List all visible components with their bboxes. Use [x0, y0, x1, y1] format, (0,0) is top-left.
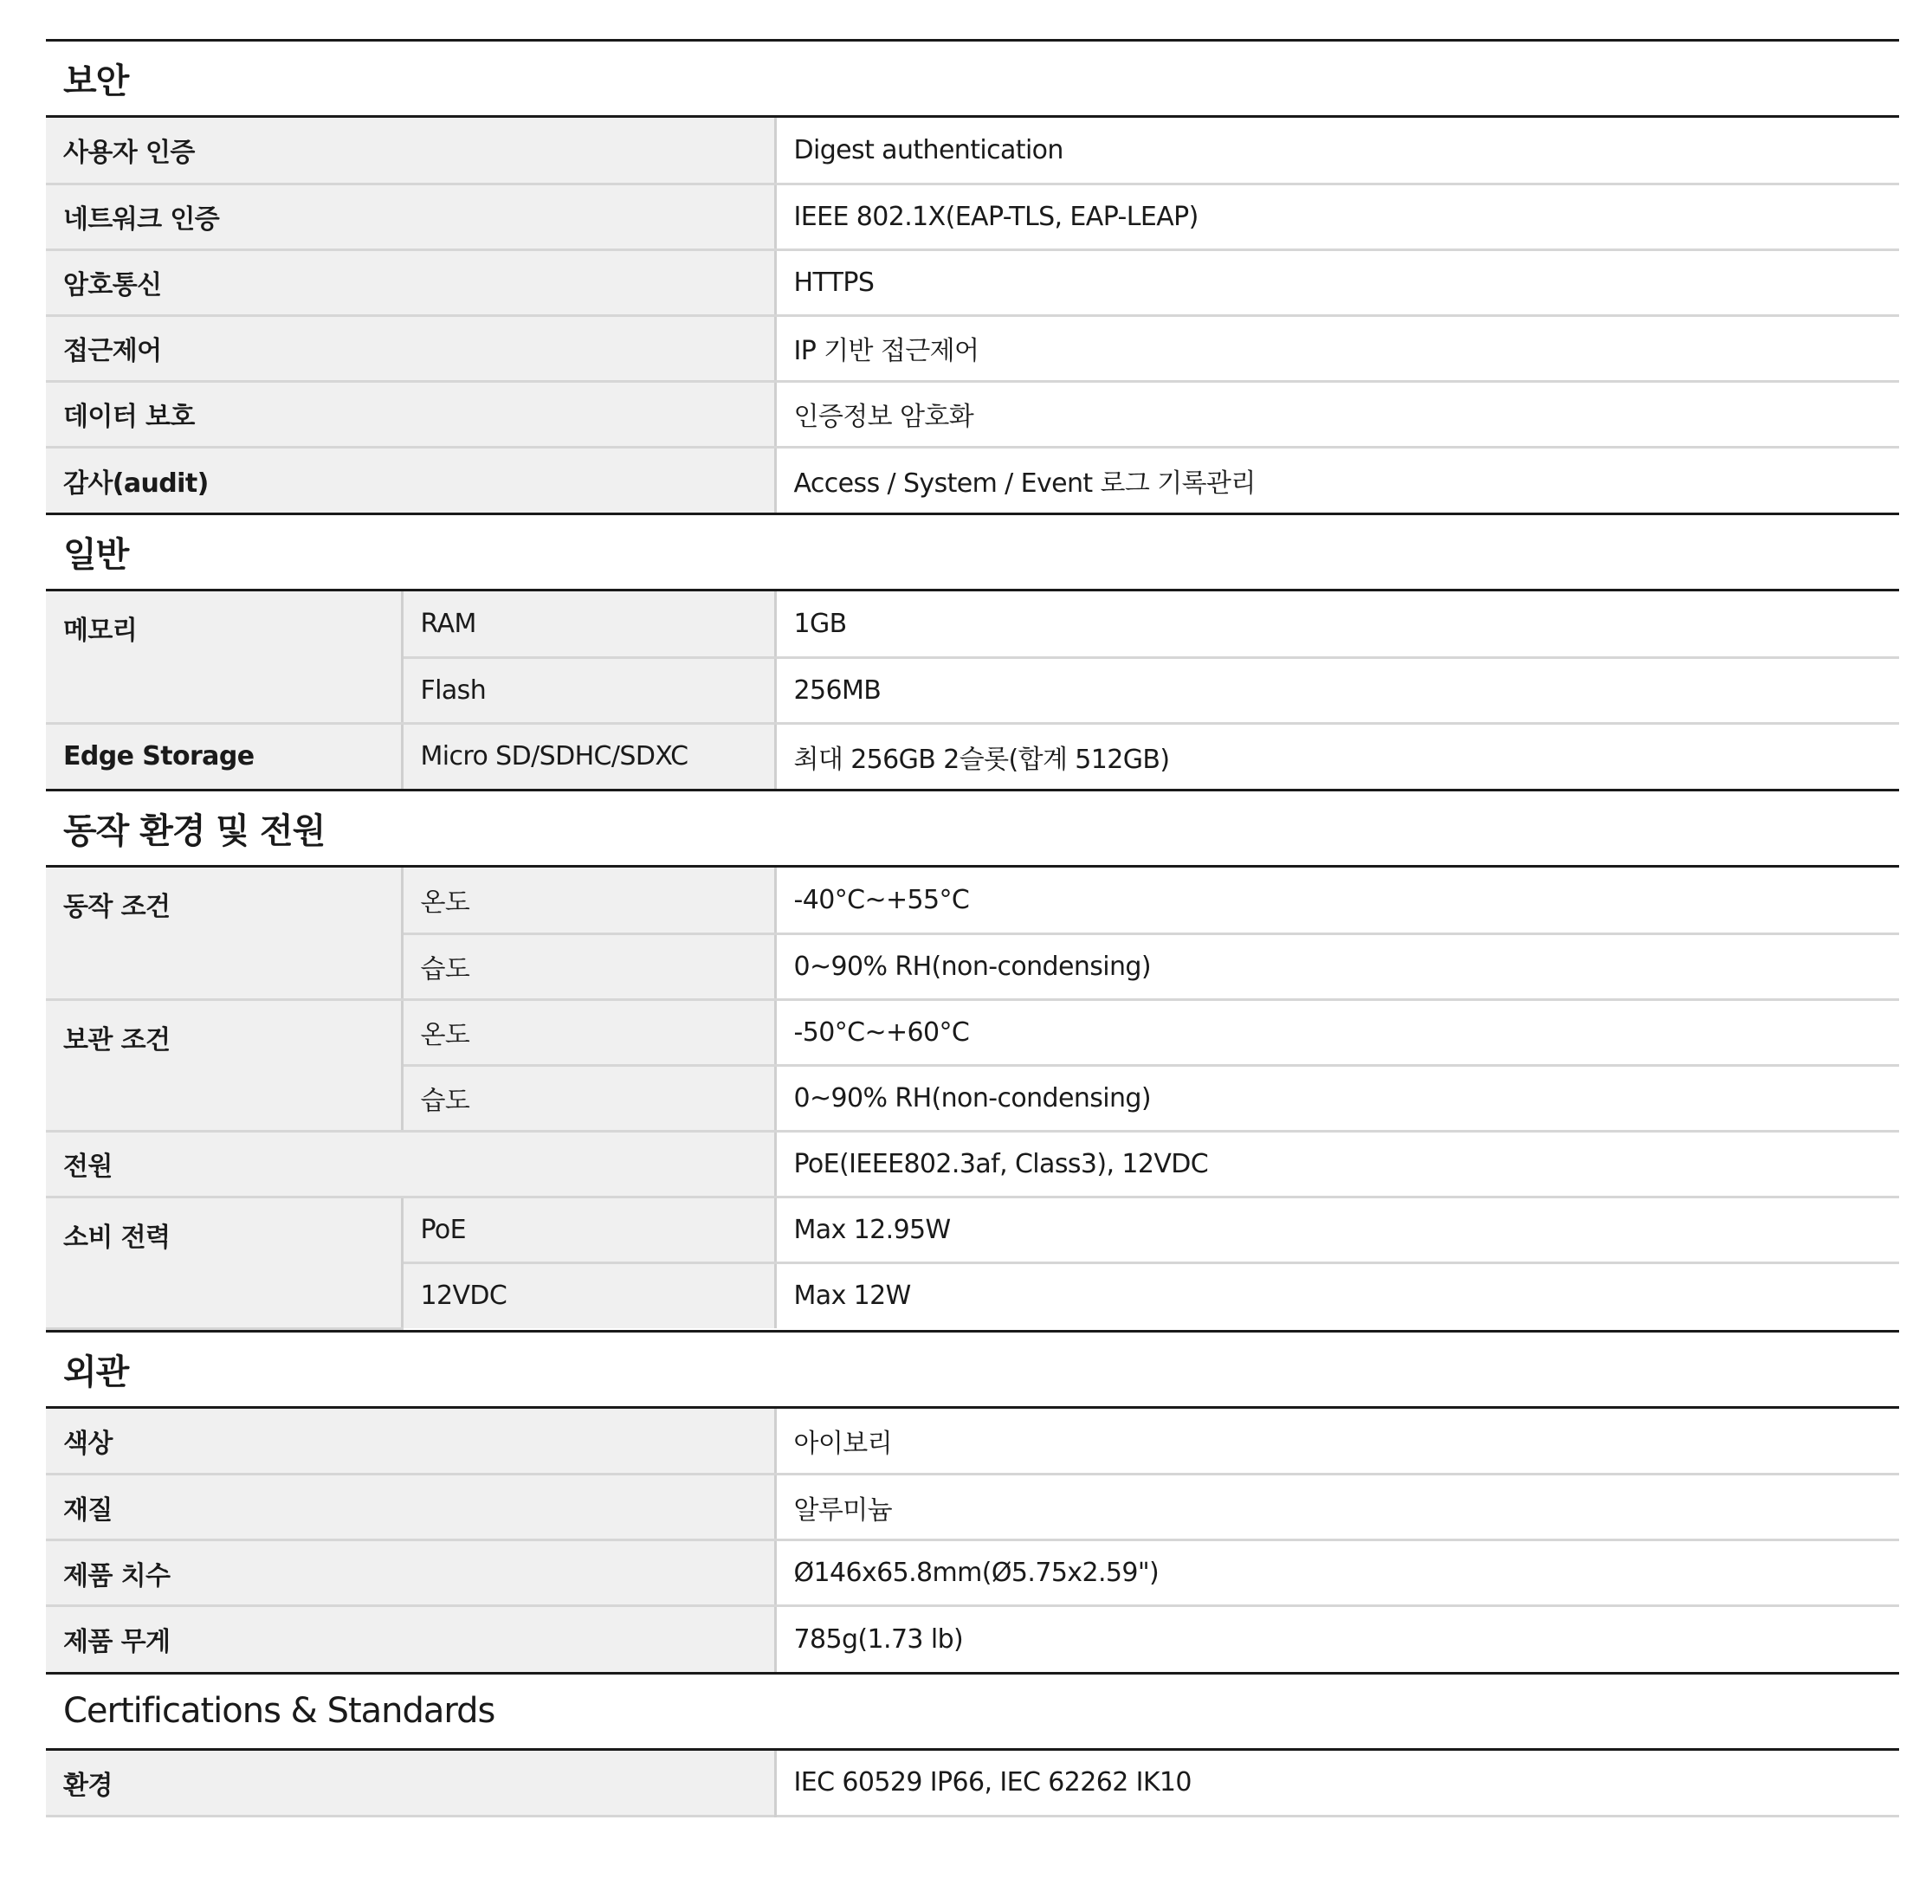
- row-label: 환경: [46, 1751, 775, 1817]
- row-sublabel: Micro SD/SDHC/SDXC: [402, 723, 775, 789]
- security-table: [46, 118, 1899, 513]
- table-row: [46, 1751, 1899, 1817]
- table-row: [46, 1197, 1899, 1262]
- row-sublabel: 온도: [402, 999, 775, 1065]
- table-row: [46, 1475, 1899, 1540]
- table-row: [46, 1131, 1899, 1197]
- row-sublabel: 12VDC: [402, 1262, 775, 1328]
- certifications-table: [46, 1751, 1899, 1818]
- row-label: 제품 무게: [46, 1606, 775, 1672]
- row-label: 동작 조건: [46, 868, 402, 999]
- row-sublabel: PoE: [402, 1197, 775, 1262]
- row-value: 0~90% RH(non-condensing): [775, 1065, 1899, 1131]
- row-label: 네트워크 인증: [46, 184, 775, 249]
- section-title-appearance: 외관: [46, 1330, 1899, 1409]
- row-value: -40°C~+55°C: [775, 868, 1899, 933]
- table-row: [46, 723, 1899, 789]
- row-label: 보관 조건: [46, 999, 402, 1131]
- row-value: IEEE 802.1X(EAP-TLS, EAP-LEAP): [775, 184, 1899, 249]
- table-row: [46, 315, 1899, 381]
- table-row: [46, 118, 1899, 184]
- row-value: 256MB: [775, 657, 1899, 723]
- table-row: [46, 999, 1899, 1065]
- row-label: 접근제어: [46, 315, 775, 381]
- appearance-table: [46, 1409, 1899, 1672]
- table-row: [46, 447, 1899, 513]
- row-value: HTTPS: [775, 249, 1899, 315]
- table-row: [46, 868, 1899, 933]
- table-row: [46, 249, 1899, 315]
- row-sublabel: 습도: [402, 933, 775, 999]
- row-value: 아이보리: [775, 1409, 1899, 1475]
- row-label: 전원: [46, 1131, 775, 1197]
- row-label: 암호통신: [46, 249, 775, 315]
- row-value: 최대 256GB 2슬롯(합계 512GB): [775, 723, 1899, 789]
- spec-sheet: [46, 39, 1899, 1817]
- row-sublabel: 습도: [402, 1065, 775, 1131]
- table-row: [46, 1409, 1899, 1475]
- table-row: [46, 591, 1899, 657]
- row-value: IP 기반 접근제어: [775, 315, 1899, 381]
- environment-table: [46, 868, 1899, 1330]
- row-label: 사용자 인증: [46, 118, 775, 184]
- table-row: [46, 184, 1899, 249]
- general-table: [46, 591, 1899, 789]
- row-value: PoE(IEEE802.3af, Class3), 12VDC: [775, 1131, 1899, 1197]
- row-sublabel: Flash: [402, 657, 775, 723]
- row-value: 인증정보 암호화: [775, 381, 1899, 447]
- row-label: Edge Storage: [46, 723, 402, 789]
- row-value: 785g(1.73 lb): [775, 1606, 1899, 1672]
- row-label: 감사(audit): [46, 447, 775, 513]
- row-label: 제품 치수: [46, 1540, 775, 1606]
- section-title-security: 보안: [46, 39, 1899, 118]
- row-label: 메모리: [46, 591, 402, 723]
- row-value: Ø146x65.8mm(Ø5.75x2.59"): [775, 1540, 1899, 1606]
- row-label: 색상: [46, 1409, 775, 1475]
- row-value: 0~90% RH(non-condensing): [775, 933, 1899, 999]
- row-value: Max 12.95W: [775, 1197, 1899, 1262]
- table-row: [46, 1540, 1899, 1606]
- row-value: 1GB: [775, 591, 1899, 657]
- row-value: Access / System / Event 로그 기록관리: [775, 447, 1899, 513]
- row-label: 소비 전력: [46, 1197, 402, 1328]
- row-sublabel: RAM: [402, 591, 775, 657]
- section-title-environment: 동작 환경 및 전원: [46, 789, 1899, 868]
- row-label: 재질: [46, 1475, 775, 1540]
- row-value: -50°C~+60°C: [775, 999, 1899, 1065]
- section-title-certifications: Certifications & Standards: [46, 1672, 1899, 1751]
- table-row: [46, 381, 1899, 447]
- row-sublabel: 온도: [402, 868, 775, 933]
- row-label: 데이터 보호: [46, 381, 775, 447]
- table-row: [46, 1606, 1899, 1672]
- row-value: IEC 60529 IP66, IEC 62262 IK10: [775, 1751, 1899, 1817]
- section-title-general: 일반: [46, 513, 1899, 591]
- row-value: 알루미늄: [775, 1475, 1899, 1540]
- row-value: Digest authentication: [775, 118, 1899, 184]
- row-value: Max 12W: [775, 1262, 1899, 1328]
